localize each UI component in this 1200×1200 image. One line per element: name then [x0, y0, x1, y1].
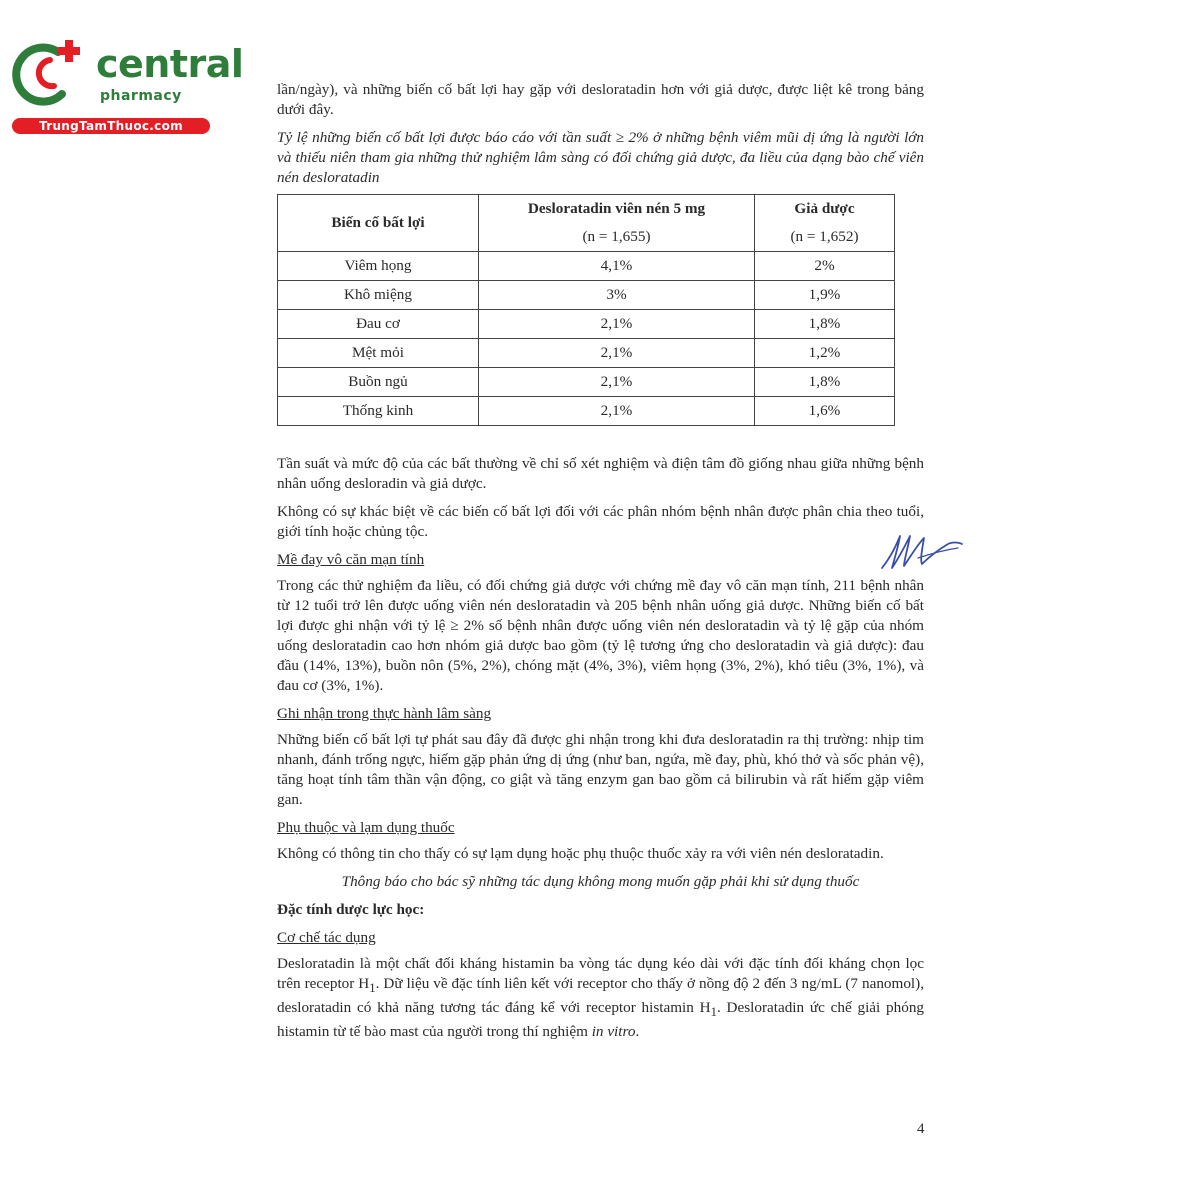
cell-event: Buồn ngủ	[278, 368, 479, 397]
central-pharmacy-logo-icon	[10, 38, 90, 108]
cell-placebo: 1,8%	[755, 310, 895, 339]
practice-heading: Ghi nhận trong thực hành lâm sàng	[277, 705, 492, 722]
header-sample-size: (n = 1,652)	[790, 228, 859, 245]
subgroup-paragraph: Không có sự khác biệt về các biến cố bất lợi đối với các phân nhóm bệnh nhân được phân chia theo tuổi, giới tính hoặc chủng tộc.	[277, 503, 924, 540]
header-placebo	[755, 195, 895, 252]
pharmacy-logo	[10, 38, 244, 138]
logo-brand-sub: pharmacy	[100, 88, 182, 104]
abuse-paragraph: Không có thông tin cho thấy có sự lạm dụng hoặc phụ thuộc thuốc xảy ra với viên nén desloratadin.	[277, 845, 884, 862]
table-row	[278, 339, 895, 368]
cell-desloratadine: 2,1%	[479, 310, 755, 339]
header-label: Giả dược	[794, 200, 855, 217]
page-number: 4	[917, 1121, 925, 1137]
cell-event: Đau cơ	[278, 310, 479, 339]
mechanism-text-1: Desloratadin là một chất đối kháng histamin ba vòng tác dụng kéo dài với đặc tính đối kháng chọn lọc trên receptor H	[277, 955, 924, 992]
urticaria-heading: Mề đay vô căn mạn tính	[277, 551, 425, 568]
pharmacodynamics-heading: Đặc tính dược lực học:	[277, 901, 425, 918]
header-label: Biến cố bất lợi	[331, 214, 425, 231]
cell-desloratadine: 2,1%	[479, 397, 755, 426]
table-row	[278, 397, 895, 426]
cell-desloratadine: 2,1%	[479, 339, 755, 368]
table-row	[278, 281, 895, 310]
mechanism-heading: Cơ chế tác dụng	[277, 929, 376, 946]
mechanism-paragraph	[277, 954, 924, 1042]
cell-desloratadine: 4,1%	[479, 252, 755, 281]
header-desloratadine	[479, 195, 755, 252]
table-row	[278, 310, 895, 339]
notice-line: Thông báo cho bác sỹ những tác dụng không mong muốn gặp phải khi sử dụng thuốc	[341, 873, 860, 890]
table-header-row	[278, 195, 895, 252]
table-row	[278, 252, 895, 281]
cell-event: Mệt mỏi	[278, 339, 479, 368]
cell-placebo: 1,9%	[755, 281, 895, 310]
cell-placebo: 1,6%	[755, 397, 895, 426]
document-page	[277, 80, 924, 1042]
cell-placebo: 1,2%	[755, 339, 895, 368]
logo-brand-name: central	[96, 42, 244, 86]
practice-paragraph: Những biến cố bất lợi tự phát sau đây đã được ghi nhận trong khi đưa desloratadin ra thị trường: nhịp tim nhanh, đánh trống ngực, hiếm gặp phản ứng dị ứng (như ban, ngứa, mề đay, phù, khó thở và sốc phản vệ), tăng hoạt tính tâm thần vận động, co giật và tăng enzym gan bao gồm cả bilirubin và rất hiếm gặp viêm gan.	[277, 731, 924, 808]
cell-placebo: 2%	[755, 252, 895, 281]
mechanism-text-2: . Dữ liệu về đặc tính liên kết với receptor cho thấy ở nồng độ 2 đến 3 ng/mL (7 nanomol), desloratadin có khả năng tương tác đáng kể với receptor histamin H	[277, 975, 924, 1017]
abuse-heading: Phụ thuộc và lạm dụng thuốc	[277, 819, 455, 836]
mechanism-text-end: .	[635, 1023, 640, 1041]
mechanism-subscript-2: 1	[710, 1005, 717, 1020]
cell-desloratadine: 2,1%	[479, 368, 755, 397]
cell-event: Khô miệng	[278, 281, 479, 310]
signature-mark	[878, 528, 964, 572]
header-adverse-event	[278, 195, 479, 252]
header-label: Desloratadin viên nén 5 mg	[527, 200, 706, 217]
adverse-events-table	[277, 194, 895, 426]
mechanism-text-3: . Desloratadin ức chế giải phóng histamin từ tế bào mast của người trong thí nghiệm	[277, 999, 925, 1041]
header-sample-size: (n = 1,655)	[582, 228, 651, 245]
logo-website: TrungTamThuoc.com	[12, 118, 210, 134]
table-caption: Tỷ lệ những biến cố bất lợi được báo cáo với tần suất ≥ 2% ở những bệnh viêm mũi dị ứng là người lớn và thiếu niên tham gia những thử nghiệm lâm sàng có đối chứng giả dược, đa liều của dạng bào chế viên nén desloratadin	[277, 129, 924, 186]
cell-placebo: 1,8%	[755, 368, 895, 397]
cell-event: Thống kinh	[278, 397, 479, 426]
mechanism-italic: in vitro	[591, 1023, 636, 1041]
mechanism-subscript-1: 1	[369, 981, 376, 996]
urticaria-paragraph: Trong các thử nghiệm đa liều, có đối chứng giả dược với chứng mề đay vô căn mạn tính, 211 bệnh nhân từ 12 tuổi trở lên được uống viên nén desloratadin và 205 bệnh nhân uống giả dược. Những biến cố bất lợi được ghi nhận với tỷ lệ ≥ 2% số bệnh nhân được uống viên nén desloratadin và tỷ lệ gặp của nhóm uống desloratadin cao hơn nhóm giả dược bao gồm (tỷ lệ tương ứng cho desloratadin và giả dược): đau đầu (14%, 13%), buồn nôn (5%, 2%), chóng mặt (4%, 3%), viêm họng (3%, 2%), khó tiêu (3%, 1%), và đau cơ (3%, 1%).	[277, 577, 924, 694]
lab-paragraph: Tần suất và mức độ của các bất thường về chỉ số xét nghiệm và điện tâm đồ giống nhau giữa những bệnh nhân uống desloradin và giả dược.	[277, 455, 924, 492]
intro-paragraph: lần/ngày), và những biến cố bất lợi hay gặp với desloratadin hơn với giả dược, được liệt kê trong bảng dưới đây.	[277, 81, 924, 118]
table-row	[278, 368, 895, 397]
cell-event: Viêm họng	[278, 252, 479, 281]
cell-desloratadine: 3%	[479, 281, 755, 310]
